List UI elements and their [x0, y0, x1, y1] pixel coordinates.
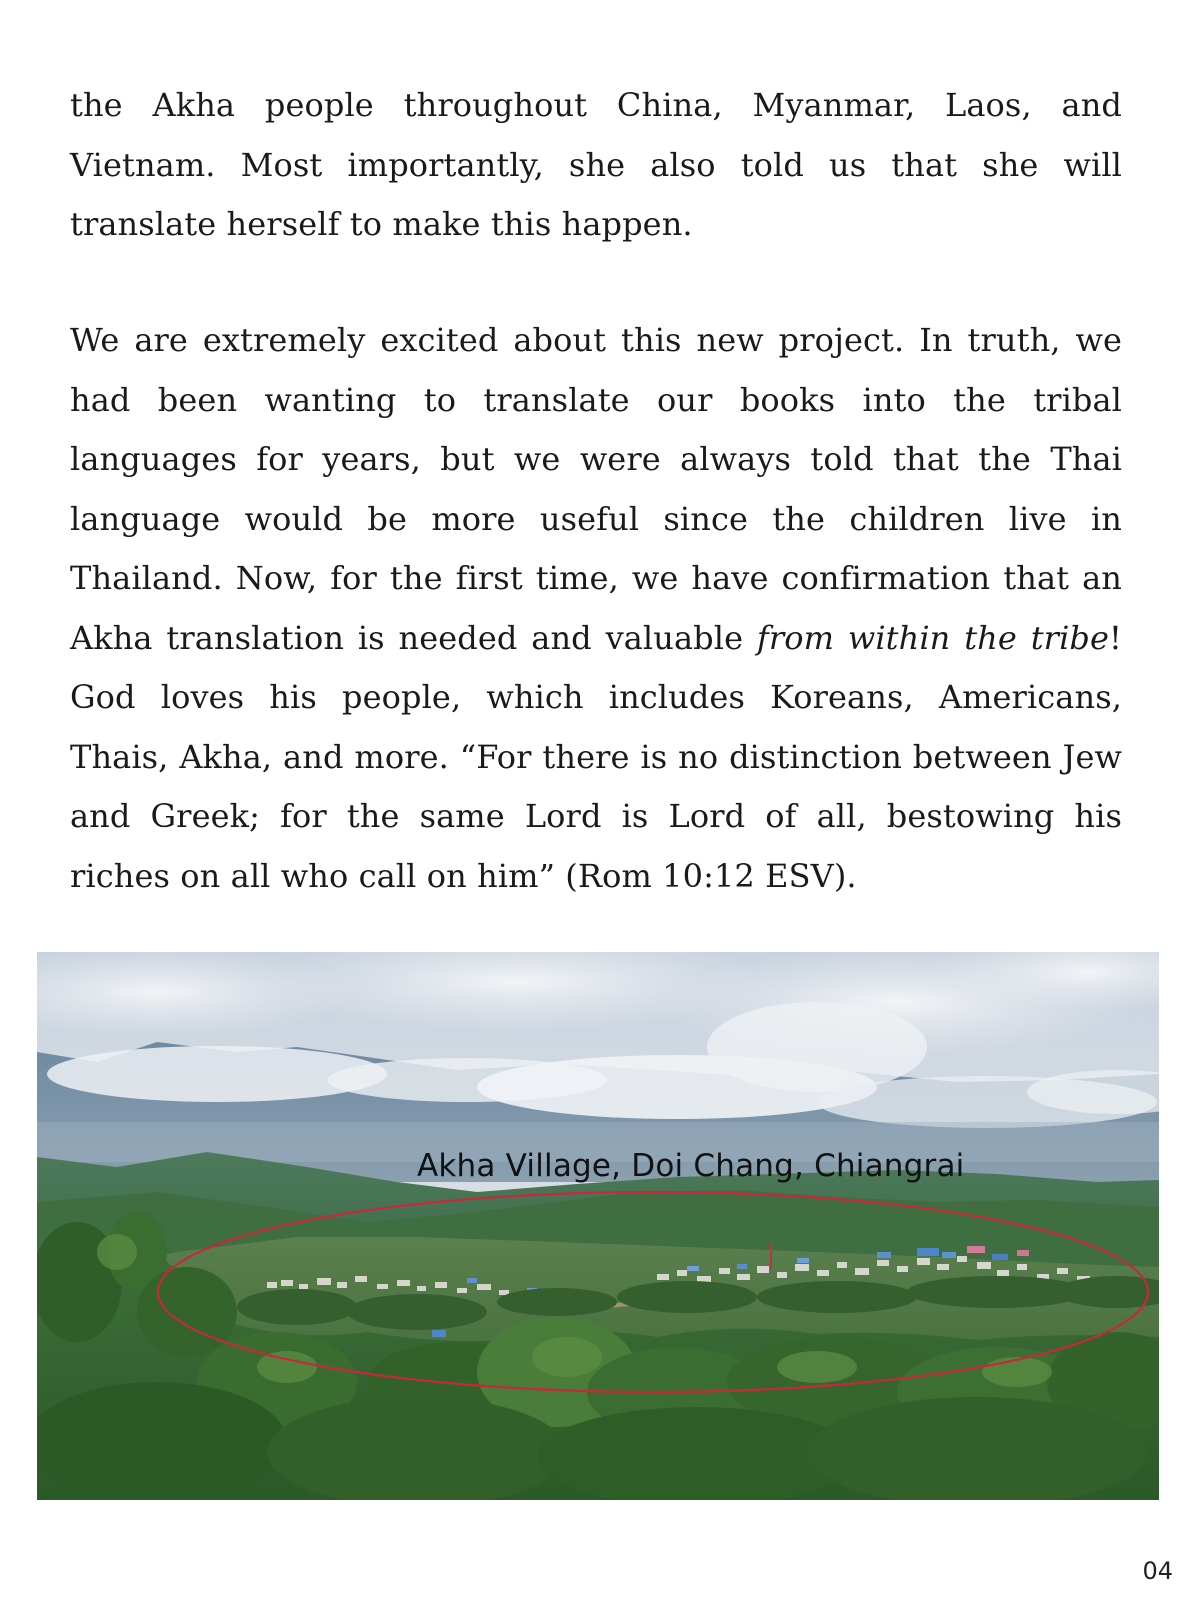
- paragraph-project-text-2: ! God loves his people, which includes Koreans, Americans, Thais, Akha, and more. “For there is no distinction between Jew and Greek; for the same Lord is Lord of all, bestowing his riches on all who call on him” (Rom 10:12 ESV).: [70, 618, 1122, 895]
- paragraph-project: [70, 311, 1122, 906]
- page-number: 04: [1142, 1557, 1173, 1585]
- village-landscape-photo: [37, 952, 1159, 1500]
- paragraph-project-emphasis: from within the tribe: [756, 618, 1110, 657]
- photo-caption: Akha Village, Doi Chang, Chiangrai: [417, 1148, 965, 1184]
- paragraph-project-text-1: We are extremely excited about this new project. In truth, we had been wanting to translate our books into the tribal languages for years, but we were always told that the Thai language would be more useful since the children live in Thailand. Now, for the first time, we have confirmation that an Akha translation is needed and valuable: [70, 321, 1122, 657]
- landscape-illustration: [37, 952, 1159, 1500]
- paragraph-intro: [70, 76, 1122, 255]
- paragraph-intro-text: the Akha people throughout China, Myanmar, Laos, and Vietnam. Most importantly, she also told us that she will translate herself to make this happen.: [70, 86, 1122, 243]
